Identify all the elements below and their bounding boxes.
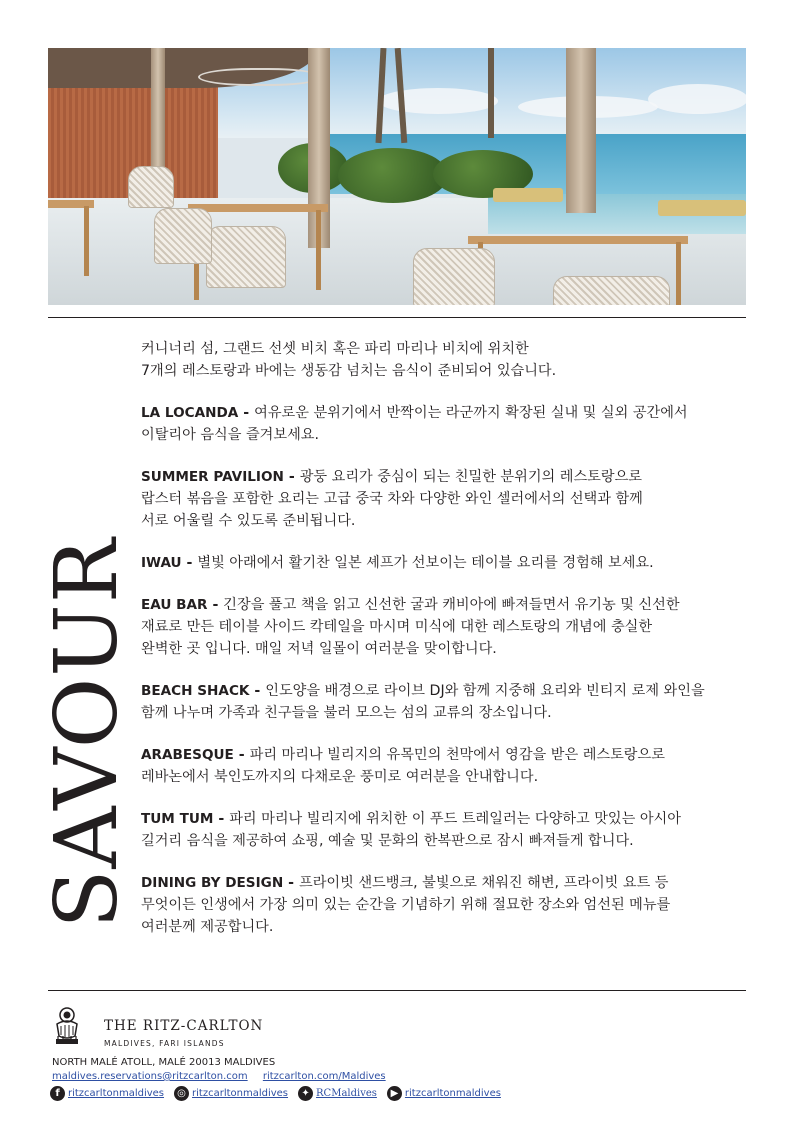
- venue-arabesque: ARABESQUE - 파리 마리나 빌리지의 유목민의 천막에서 영감을 받은 레스토랑으로 레바논에서 북인도까지의 다채로운 풍미로 여러분을 안내합니다.: [141, 747, 665, 785]
- facebook-link[interactable]: ritzcarltonmaldives: [68, 1087, 165, 1099]
- venue-name: SUMMER PAVILION: [141, 469, 284, 485]
- venue-la-locanda: LA LOCANDA - 여유로운 분위기에서 반짝이는 라군까지 확장된 실내 및 실외 공간에서 이탈리아 음식을 즐겨보세요.: [141, 405, 688, 443]
- hero-photo: [48, 48, 746, 305]
- venue-line: 함께 나누며 가족과 친구들을 불러 모으는 섬의 교류의 장소입니다.: [141, 705, 552, 721]
- venue-line: 이탈리아 음식을 즐겨보세요.: [141, 427, 319, 443]
- top-divider: [48, 317, 746, 318]
- venue-line: 서로 어울릴 수 있도록 준비됩니다.: [141, 513, 356, 529]
- twitter-link[interactable]: RCMaldives: [316, 1087, 377, 1099]
- venue-eau-bar: EAU BAR - 긴장을 풀고 책을 읽고 신선한 굴과 캐비아에 빠져들면서 유기농 및 신선한 재료로 만든 테이블 사이드 칵테일을 마시며 미식에 대한 레스토랑의 개념에 충실한 완벽한 곳 입니다. 매일 저녁 일몰이 여러분을 맞이합니다.: [141, 597, 680, 657]
- bottom-divider: [48, 990, 746, 991]
- venue-beach-shack: BEACH SHACK - 인도양을 배경으로 라이브 DJ와 함께 지중해 요리와 빈티지 로제 와인을 함께 나누며 가족과 친구들을 불러 모으는 섬의 교류의 장소입니다.: [141, 683, 705, 721]
- venue-tum-tum: TUM TUM - 파리 마리나 빌리지에 위치한 이 푸드 트레일러는 다양하고 맛있는 아시아 길거리 음식을 제공하여 쇼핑, 예술 및 문화의 한복판으로 잠시 빠져들게 합니다.: [141, 811, 681, 849]
- venue-iwau: IWAU - 별빛 아래에서 활기찬 일본 셰프가 선보이는 테이블 요리를 경험해 보세요.: [141, 555, 654, 571]
- content: [141, 338, 753, 958]
- venue-line: 랍스터 볶음을 포함한 요리는 고급 중국 차와 다양한 와인 셀러에서의 선택과 함께: [141, 491, 643, 507]
- youtube-link[interactable]: ritzcarltonmaldives: [404, 1087, 501, 1099]
- social-links: [50, 1085, 511, 1101]
- venue-line: 파리 마리나 빌리지의 유목민의 천막에서 영감을 받은 레스토랑으로: [249, 747, 665, 763]
- venue-name: IWAU: [141, 555, 182, 571]
- venue-line: 재료로 만든 테이블 사이드 칵테일을 마시며 미식에 대한 레스토랑의 개념에 충실한: [141, 619, 653, 635]
- venue-line: 파리 마리나 빌리지에 위치한 이 푸드 트레일러는 다양하고 맛있는 아시아: [229, 811, 681, 827]
- footer: [48, 998, 746, 1108]
- venue-line: 프라이빗 샌드뱅크, 불빛으로 채워진 해변, 프라이빗 요트 등: [298, 875, 669, 891]
- venue-line: 길거리 음식을 제공하여 쇼핑, 예술 및 문화의 한복판으로 잠시 빠져들게 합니다.: [141, 833, 634, 849]
- brand-name: THE RITZ-CARLTON: [104, 1018, 264, 1034]
- ritz-carlton-lion-logo: [51, 1006, 83, 1048]
- venue-line: 완벽한 곳 입니다. 매일 저녁 일몰이 여러분을 맞이합니다.: [141, 641, 497, 657]
- venue-name: BEACH SHACK: [141, 683, 250, 699]
- social-instagram[interactable]: [174, 1086, 288, 1101]
- venue-name: EAU BAR: [141, 597, 208, 613]
- venue-line: 여러분께 제공합니다.: [141, 919, 274, 935]
- address: NORTH MALÉ ATOLL, MALÉ 20013 MALDIVES: [52, 1057, 276, 1068]
- venue-dining-by-design: DINING BY DESIGN - 프라이빗 샌드뱅크, 불빛으로 채워진 해변, 프라이빗 요트 등 무엇이든 인생에서 가장 의미 있는 순간을 기념하기 위해 절묘한 장소와 엄선된 메뉴를 여러분께 제공합니다.: [141, 875, 671, 935]
- venue-line: 별빛 아래에서 활기찬 일본 셰프가 선보이는 테이블 요리를 경험해 보세요.: [197, 555, 654, 571]
- intro-line: 7개의 레스토랑과 바에는 생동감 넘치는 음식이 준비되어 있습니다.: [141, 363, 557, 379]
- facebook-icon: f: [50, 1086, 65, 1101]
- venue-line: 무엇이든 인생에서 가장 의미 있는 순간을 기념하기 위해 절묘한 장소와 엄선된 메뉴를: [141, 897, 671, 913]
- venue-name: LA LOCANDA: [141, 405, 239, 421]
- venue-line: 긴장을 풀고 책을 읽고 신선한 굴과 캐비아에 빠져들면서 유기농 및 신선한: [223, 597, 680, 613]
- intro-paragraph: [141, 338, 753, 382]
- venue-line: 레바논에서 북인도까지의 다채로운 풍미로 여러분을 안내합니다.: [141, 769, 539, 785]
- contact-links: [52, 1071, 398, 1082]
- website-link[interactable]: ritzcarlton.com/Maldives: [262, 1071, 386, 1082]
- side-title: SAVOUR: [37, 537, 137, 929]
- social-twitter[interactable]: [298, 1086, 377, 1101]
- venue-name: ARABESQUE: [141, 747, 234, 763]
- venue-line: 광둥 요리가 중심이 되는 친밀한 분위기의 레스토랑으로: [299, 469, 642, 485]
- venue-summer-pavilion: SUMMER PAVILION - 광둥 요리가 중심이 되는 친밀한 분위기의 레스토랑으로 랍스터 볶음을 포함한 요리는 고급 중국 차와 다양한 와인 셀러에서의 선택과 함께 서로 어울릴 수 있도록 준비됩니다.: [141, 469, 643, 529]
- twitter-icon: ✦: [298, 1086, 313, 1101]
- intro-line: 커니너리 섬, 그랜드 선셋 비치 혹은 파리 마리나 비치에 위치한: [141, 341, 529, 357]
- brand-location: MALDIVES, FARI ISLANDS: [104, 1039, 225, 1048]
- venue-name: DINING BY DESIGN: [141, 875, 284, 891]
- youtube-icon: ▶: [387, 1086, 402, 1101]
- social-facebook[interactable]: [50, 1086, 164, 1101]
- venue-name: TUM TUM: [141, 811, 214, 827]
- email-link[interactable]: maldives.reservations@ritzcarlton.com: [52, 1071, 248, 1082]
- venue-line: 여유로운 분위기에서 반짝이는 라군까지 확장된 실내 및 실외 공간에서: [254, 405, 688, 421]
- venue-line: 인도양을 배경으로 라이브 DJ와 함께 지중해 요리와 빈티지 로제 와인을: [265, 683, 705, 699]
- instagram-icon: ◎: [174, 1086, 189, 1101]
- instagram-link[interactable]: ritzcarltonmaldives: [192, 1087, 289, 1099]
- social-youtube[interactable]: [387, 1086, 501, 1101]
